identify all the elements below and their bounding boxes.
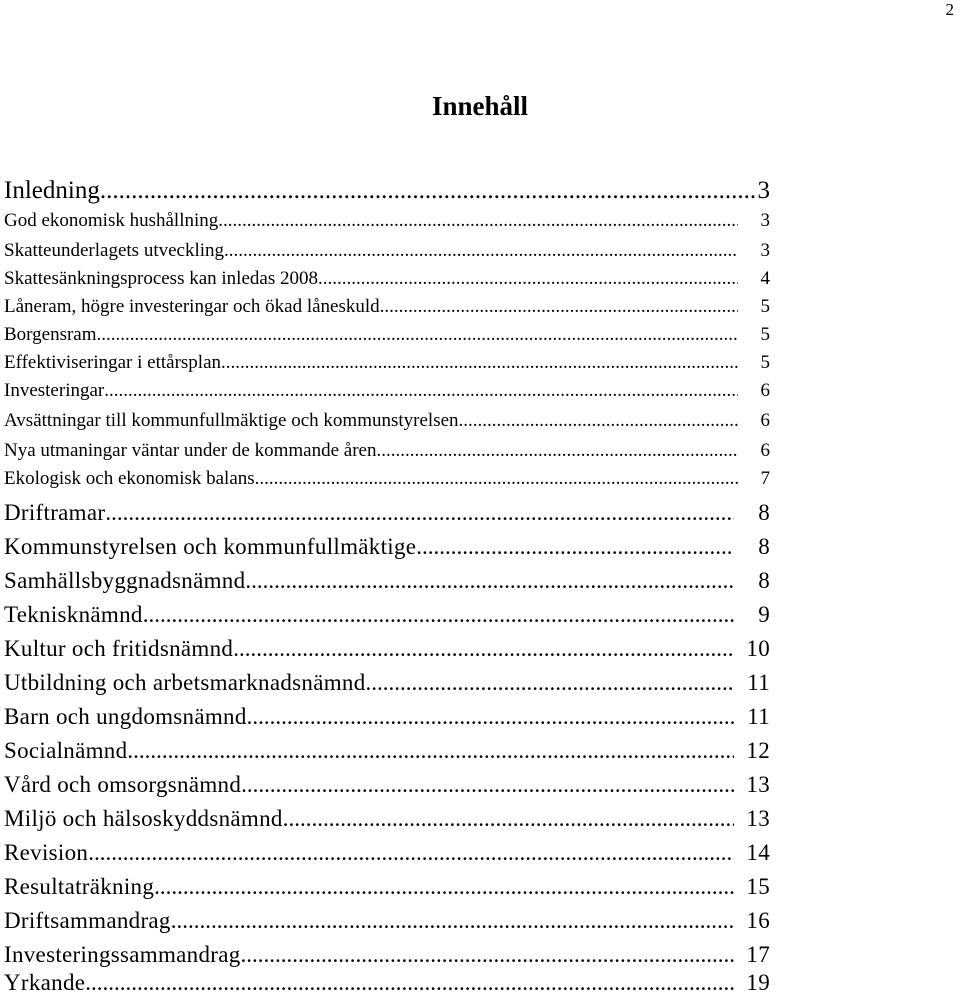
toc-dot-leader (241, 940, 734, 970)
toc-entry-label: Nya utmaningar väntar under de kommande åren (4, 440, 377, 461)
toc-dot-leader (218, 208, 738, 234)
toc-entry-page: 3 (760, 210, 770, 231)
toc-entry[interactable] (4, 634, 770, 664)
toc-entry-page: 6 (760, 410, 770, 431)
toc-dot-leader (416, 532, 734, 562)
toc-dot-leader (459, 408, 738, 434)
toc-entry-page: 8 (758, 568, 770, 593)
toc-entry-page: 10 (746, 636, 770, 661)
toc-entry-page: 11 (747, 704, 770, 729)
toc-entry-page: 5 (760, 352, 770, 373)
toc-entry[interactable] (4, 702, 770, 732)
toc-dot-leader (255, 466, 738, 492)
toc-entry-page: 3 (760, 240, 770, 261)
toc-dot-leader (143, 600, 734, 630)
toc-entry[interactable] (4, 350, 770, 376)
toc-entry[interactable] (4, 498, 770, 528)
toc-entry-label: Miljö och hälsoskyddsnämnd (4, 806, 283, 831)
toc-dot-leader (376, 438, 738, 464)
toc-dot-leader (88, 838, 734, 868)
toc-dot-leader (224, 238, 738, 264)
toc-entry[interactable] (4, 266, 770, 292)
toc-entry[interactable] (4, 238, 770, 264)
toc-entry-page: 13 (746, 772, 770, 797)
toc-dot-leader (221, 350, 738, 376)
toc-entry[interactable] (4, 322, 770, 348)
toc-entry-label: Effektiviseringar i ettårsplan (4, 352, 222, 373)
toc-entry-label: Borgensram (4, 324, 97, 345)
toc-entry-page: 14 (746, 840, 770, 865)
toc-entry[interactable] (4, 736, 770, 766)
toc-dot-leader (85, 968, 734, 998)
toc-entry-page: 8 (758, 500, 770, 525)
toc-entry-page: 5 (760, 324, 770, 345)
toc-entry-label: Samhällsbyggnadsnämnd (4, 568, 246, 593)
toc-entry-label: Yrkande (4, 970, 86, 995)
toc-entry-label: Vård och omsorgsnämnd (4, 772, 242, 797)
toc-entry-page: 13 (746, 806, 770, 831)
page-number: 2 (945, 0, 954, 19)
toc-entry[interactable] (4, 906, 770, 936)
toc-entry-page: 12 (746, 738, 770, 763)
toc-entry-page: 9 (758, 602, 770, 627)
toc-entry-page: 6 (760, 380, 770, 401)
toc-entry-label: Inledning (4, 177, 100, 204)
toc-entry-page: 19 (746, 970, 770, 995)
toc-entry-label: Skatteunderlagets utveckling (4, 240, 225, 261)
toc-dot-leader (283, 804, 734, 834)
toc-entry-label: Driftramar (4, 500, 106, 525)
toc-dot-leader (241, 770, 734, 800)
toc-entry-label: Investeringssammandrag (4, 942, 241, 967)
toc-entry-label: Resultaträkning (4, 874, 155, 899)
toc-entry[interactable] (4, 532, 770, 562)
toc-entry-label: Avsättningar till kommunfullmäktige och kommunstyrelsen (4, 410, 459, 431)
toc-entry-label: Kommunstyrelsen och kommunfullmäktige (4, 534, 417, 559)
toc-entry-page: 15 (746, 874, 770, 899)
toc-dot-leader (100, 176, 758, 206)
toc-entry-label: Utbildning och arbetsmarknadsnämnd (4, 670, 366, 695)
toc-entry-label: Teknisknämnd (4, 602, 143, 627)
toc-entry-label: Investeringar (4, 380, 105, 401)
toc-entry[interactable] (4, 838, 770, 868)
toc-entry[interactable] (4, 408, 770, 434)
toc-entry[interactable] (4, 208, 770, 234)
toc-entry-page: 8 (758, 534, 770, 559)
toc-entry-label: Ekologisk och ekonomisk balans (4, 468, 255, 489)
toc-entry-label: Skattesänkningsprocess kan inledas 2008 (4, 268, 318, 289)
toc-entry-page: 4 (760, 268, 770, 289)
toc-entry[interactable] (4, 176, 770, 206)
toc-entry-page: 17 (746, 942, 770, 967)
toc-entry[interactable] (4, 770, 770, 800)
toc-dot-leader (104, 378, 738, 404)
toc-dot-leader (233, 634, 734, 664)
toc-dot-leader (105, 498, 734, 528)
toc-entry-page: 6 (760, 440, 770, 461)
toc-entry[interactable] (4, 438, 770, 464)
toc-entry-page: 3 (757, 177, 770, 204)
toc-entry-page: 5 (760, 296, 770, 317)
toc-entry-page: 16 (746, 908, 770, 933)
toc-entry[interactable] (4, 872, 770, 902)
toc-dot-leader (245, 566, 734, 596)
toc-dot-leader (380, 294, 738, 320)
toc-entry[interactable] (4, 668, 770, 698)
toc-dot-leader (366, 668, 734, 698)
toc-entry[interactable] (4, 968, 770, 998)
toc-entry-label: Barn och ungdomsnämnd (4, 704, 247, 729)
toc-entry-page: 11 (747, 670, 770, 695)
toc-entry[interactable] (4, 378, 770, 404)
toc-entry-label: Kultur och fritidsnämnd (4, 636, 234, 661)
toc-dot-leader (318, 266, 738, 292)
toc-dot-leader (154, 872, 734, 902)
toc-entry[interactable] (4, 600, 770, 630)
toc-dot-leader (247, 702, 734, 732)
toc-entry[interactable] (4, 940, 770, 970)
toc-entry-label: Låneram, högre investeringar och ökad låneskuld (4, 296, 380, 317)
toc-entry[interactable] (4, 804, 770, 834)
toc-dot-leader (171, 906, 734, 936)
toc-entry-label: Driftsammandrag (4, 908, 171, 933)
toc-dot-leader (97, 322, 738, 348)
toc-entry-label: Socialnämnd (4, 738, 128, 763)
toc-entry[interactable] (4, 466, 770, 492)
toc-entry-page: 7 (760, 468, 770, 489)
toc-entry[interactable] (4, 294, 770, 320)
toc-entry-label: Revision (4, 840, 89, 865)
toc-entry[interactable] (4, 566, 770, 596)
toc-title: Innehåll (431, 91, 529, 121)
toc-dot-leader (127, 736, 734, 766)
toc-entry-label: God ekonomisk hushållning (4, 210, 219, 231)
